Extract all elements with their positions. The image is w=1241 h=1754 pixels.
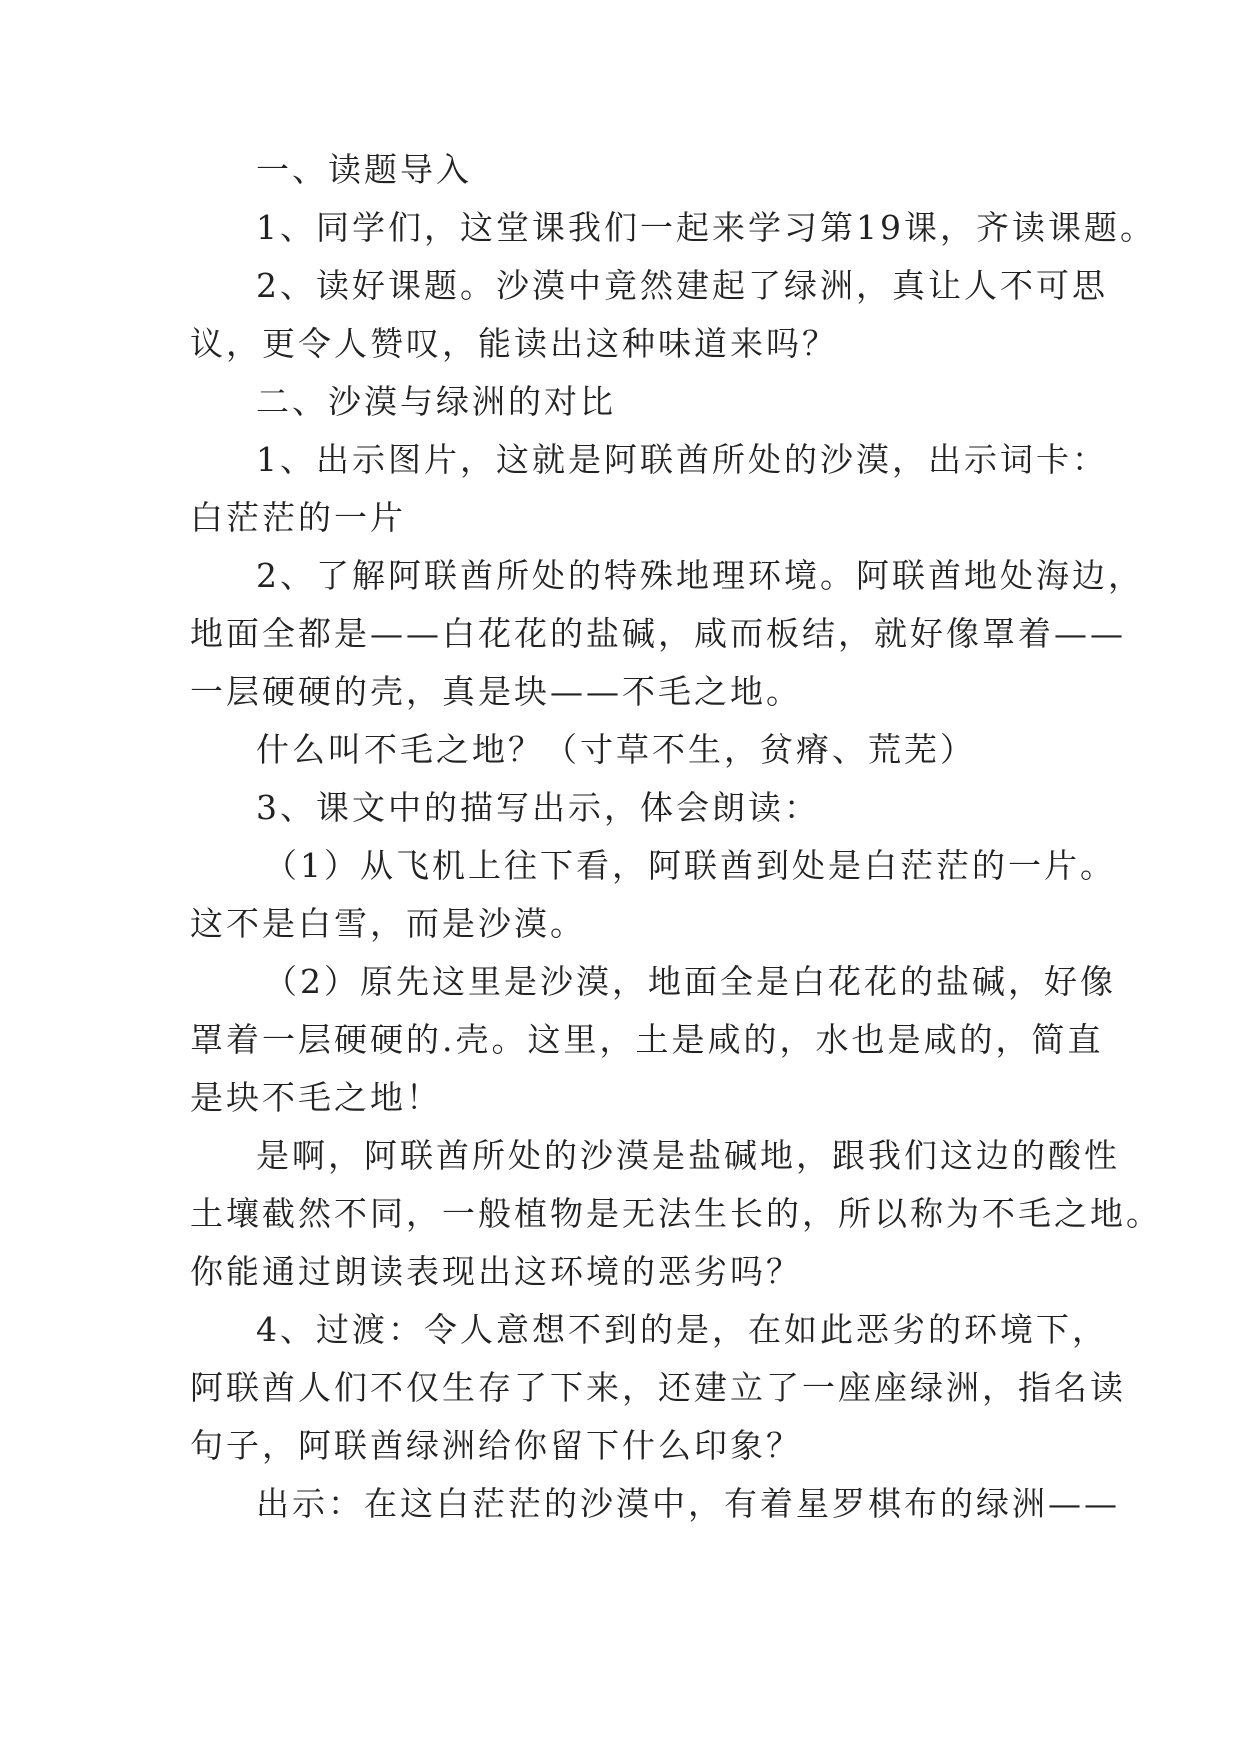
paragraph-line: 1、出示图片，这就是阿联酋所处的沙漠，出示词卡：	[256, 440, 1108, 479]
paragraph-line: 白茫茫的一片	[190, 498, 406, 537]
quote-line: 这不是白雪，而是沙漠。	[190, 904, 586, 943]
quote-line: （2）原先这里是沙漠，地面全是白花花的盐碱，好像	[264, 962, 1116, 1001]
paragraph-line: 地面全都是——白花花的盐碱，咸而板结，就好像罩着——	[190, 614, 1126, 653]
paragraph-line: 议，更令人赞叹，能读出这种味道来吗？	[190, 324, 838, 363]
paragraph-line: 2、了解阿联酋所处的特殊地理环境。阿联酋地处海边，	[256, 556, 1144, 595]
section-heading: 一、读题导入	[256, 150, 472, 189]
paragraph-line: 句子，阿联酋绿洲给你留下什么印象？	[190, 1426, 802, 1465]
paragraph-line: 1、同学们，这堂课我们一起来学习第19课，齐读课题。	[256, 208, 1156, 247]
quote-line: 罩着一层硬硬的.壳。这里，土是咸的，水也是咸的，简直	[190, 1020, 1104, 1059]
paragraph-line: 阿联酋人们不仅生存了下来，还建立了一座座绿洲，指名读	[190, 1368, 1126, 1407]
paragraph-line: 土壤截然不同，一般植物是无法生长的，所以称为不毛之地。	[190, 1194, 1162, 1233]
paragraph-line: 什么叫不毛之地？（寸草不生，贫瘠、荒芜）	[256, 730, 976, 769]
paragraph-line: 你能通过朗读表现出这环境的恶劣吗？	[190, 1252, 802, 1291]
section-heading: 二、沙漠与绿洲的对比	[256, 382, 616, 421]
paragraph-line: 4、过渡：令人意想不到的是，在如此恶劣的环境下，	[256, 1310, 1108, 1349]
quote-line: 是块不毛之地！	[190, 1078, 442, 1117]
paragraph-line: 一层硬硬的壳，真是块——不毛之地。	[190, 672, 802, 711]
paragraph-line: 出示：在这白茫茫的沙漠中，有着星罗棋布的绿洲——	[256, 1484, 1120, 1523]
paragraph-line: 3、课文中的描写出示，体会朗读：	[256, 788, 820, 827]
paragraph-line: 是啊，阿联酋所处的沙漠是盐碱地，跟我们这边的酸性	[256, 1136, 1120, 1175]
paragraph-line: 2、读好课题。沙漠中竟然建起了绿洲，真让人不可思	[256, 266, 1108, 305]
quote-line: （1）从飞机上往下看，阿联酋到处是白茫茫的一片。	[264, 846, 1116, 885]
